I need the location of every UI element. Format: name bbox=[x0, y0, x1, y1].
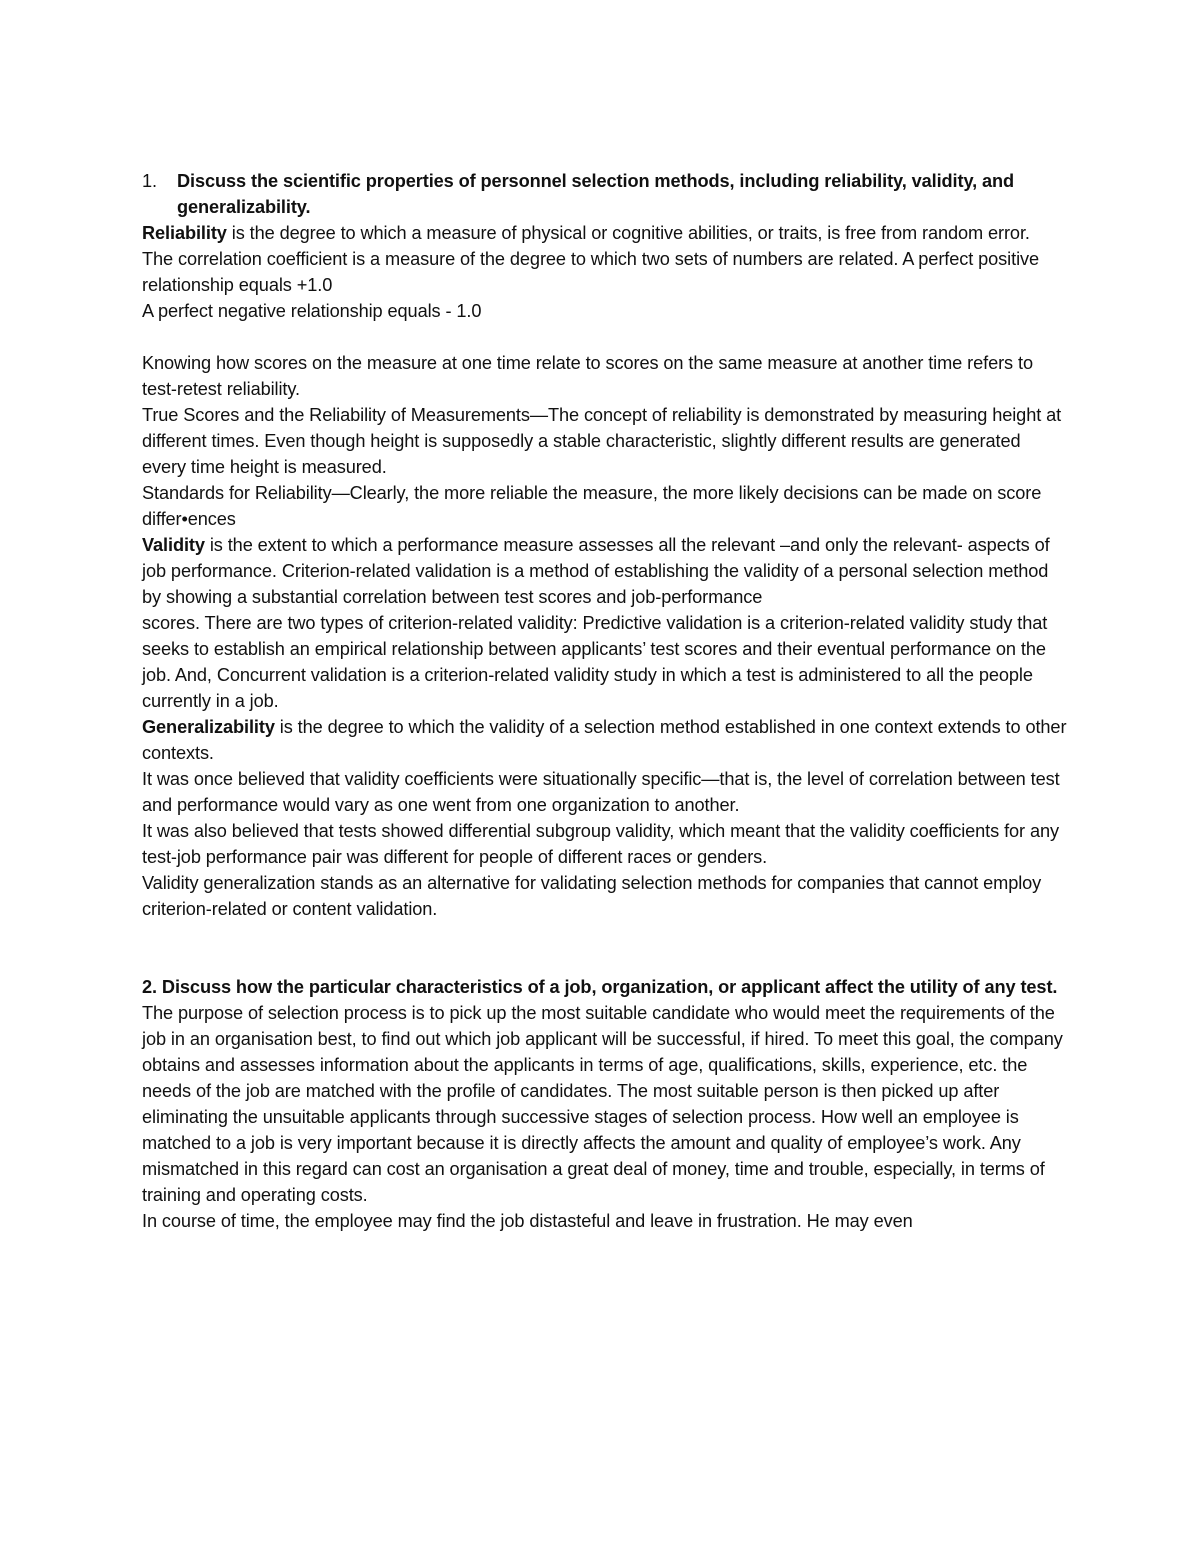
validity-definition: is the extent to which a performance measure assesses all the relevant –and only the relevant- aspects of job performance. Criterion-related validation is a method of establishing the validity of a personal selection method by showing a substantial correlation between test scores and job-performance bbox=[142, 535, 1050, 607]
scores-paragraph: scores. There are two types of criterion-related validity: Predictive validation is a criterion-related validity study that seeks to establish an empirical relationship between applicants’ test scores and their eventual performance on the job. And, Concurrent validation is a criterion-related validity study in which a test is administered to all the people currently in a job. bbox=[142, 613, 1048, 711]
test-retest-paragraph: Knowing how scores on the measure at one time relate to scores on the same measure at another time refers to test-retest reliability. bbox=[142, 353, 1033, 399]
purpose-paragraph: The purpose of selection process is to pick up the most suitable candidate who would meet the requirements of the job in an organisation best, to find out which job applicant will be successful, if hired. To meet this goal, the company obtains and assesses information about the applicants in terms of age, qualifications, skills, experience, etc. the needs of the job are matched with the profile of candidates. The most suitable person is then picked up after eliminating the unsuitable applicants through successive stages of selection process. How well an employee is matched to a job is very important because it is directly affects the amount and quality of employee’s work. Any mismatched in this regard can cost an organisation a great deal of money, time and trouble, especially, in terms of training and operating costs. bbox=[142, 1003, 1063, 1205]
validity-paragraph bbox=[142, 532, 1067, 610]
correlation-paragraph: The correlation coefficient is a measure of the degree to which two sets of numbers are related. A perfect positive relationship equals +1.0 bbox=[142, 249, 1040, 295]
true-scores-paragraph: True Scores and the Reliability of Measurements—The concept of reliability is demonstrated by measuring height at different times. Even though height is supposedly a stable characteristic, slightly different results are generated every time height is measured. bbox=[142, 405, 1062, 477]
question-2-heading: 2. Discuss how the particular characteristics of a job, organization, or applicant affect the utility of any test. bbox=[142, 977, 1058, 997]
question-1-number: 1. bbox=[142, 171, 157, 191]
question-1-heading bbox=[142, 168, 1067, 220]
generalizability-definition: is the degree to which the validity of a selection method established in one context extends to other contexts. bbox=[142, 717, 1067, 763]
reliability-paragraph bbox=[142, 220, 1067, 246]
question-1-text: Discuss the scientific properties of personnel selection methods, including reliability, validity, and generalizability. bbox=[177, 171, 1015, 217]
blank-line bbox=[142, 324, 1067, 350]
generalizability-term: Generalizability bbox=[142, 717, 275, 737]
validity-generalization-paragraph: Validity generalization stands as an alternative for validating selection methods for companies that cannot employ criterion-related or content validation. bbox=[142, 873, 1042, 919]
course-paragraph: In course of time, the employee may find the job distasteful and leave in frustration. He may even bbox=[142, 1211, 913, 1231]
reliability-term: Reliability bbox=[142, 223, 227, 243]
differential-paragraph: It was also believed that tests showed differential subgroup validity, which meant that the validity coefficients for any test-job performance pair was different for people of different races or genders. bbox=[142, 821, 1059, 867]
blank-gap bbox=[142, 922, 1067, 974]
standards-paragraph: Standards for Reliability—Clearly, the more reliable the measure, the more likely decisions can be made on score differ•ences bbox=[142, 483, 1042, 529]
negative-relationship-paragraph: A perfect negative relationship equals - 1.0 bbox=[142, 301, 482, 321]
document-body bbox=[142, 168, 1067, 1234]
situational-paragraph: It was once believed that validity coefficients were situationally specific—that is, the level of correlation between test and performance would vary as one went from one organization to another. bbox=[142, 769, 1060, 815]
generalizability-paragraph bbox=[142, 714, 1067, 766]
reliability-definition: is the degree to which a measure of physical or cognitive abilities, or traits, is free from random error. bbox=[226, 223, 1030, 243]
validity-term: Validity bbox=[142, 535, 205, 555]
